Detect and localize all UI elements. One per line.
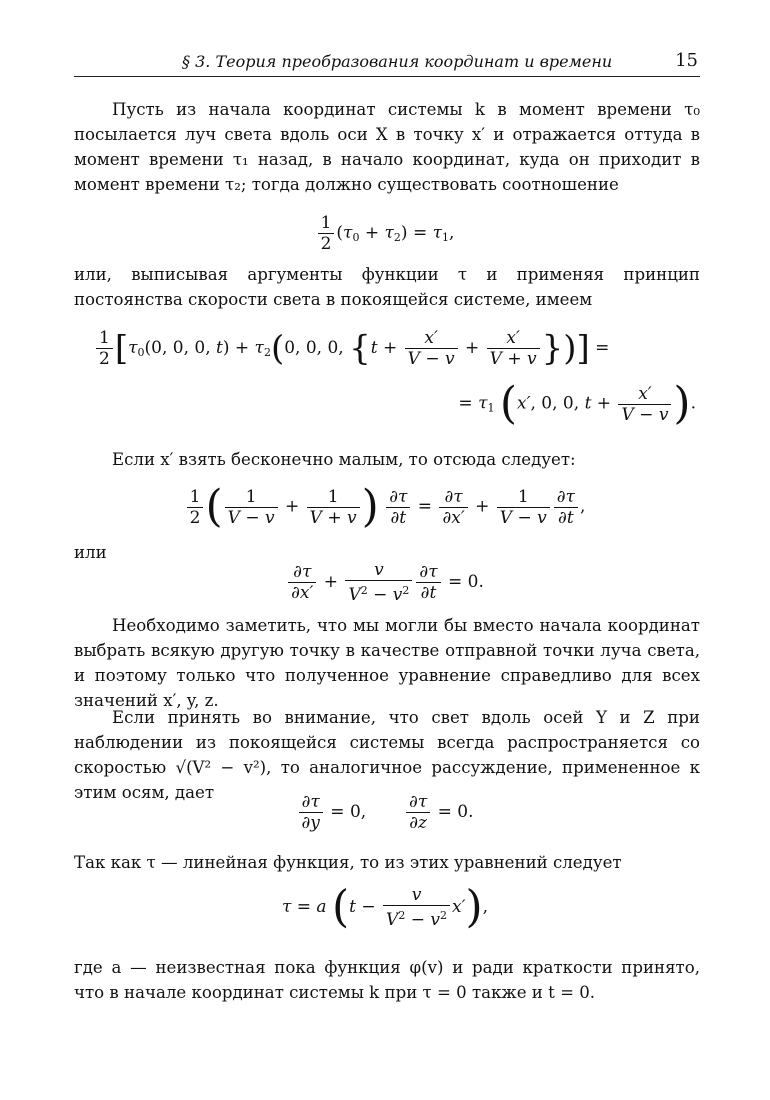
- paragraph-4: или: [74, 543, 107, 562]
- paragraph-3: Если x′ взять бесконечно малым, то отсюда следует:: [112, 450, 576, 469]
- paragraph-2: или, выписывая аргументы функции τ и применяя принцип постоянства скорости света в покоящейся системе, имеем: [74, 265, 700, 309]
- paragraph-1: Пусть из начала координат системы k в момент времени τ₀ посылается луч света вдоль оси X в точку x′ и отражается оттуда в момент времени τ₁ назад, в начало координат, куда он приходит в момент времени τ₂; тогда должно существовать соотношение: [74, 100, 700, 194]
- paragraph-6: Если принять во внимание, что свет вдоль осей Y и Z при наблюдении из покоящейся системы всегда распространяется со скоростью √(V² − v²), то аналогичное рассуждение, примененное к этим осям, дает: [74, 708, 700, 802]
- equation-5: $\frac{\partial\tau}{\partial y}$ = 0, $\frac{\partial\tau}{\partial z}$ = 0.: [0, 792, 770, 833]
- paragraph-8: где a — неизвестная пока функция φ(v) и ради краткости принято, что в начале координат системы k при τ = 0 также и t = 0.: [74, 958, 700, 1002]
- equation-4: $\frac{\partial\tau}{\partial x'}$ + $\frac{v}{V^2 - v^2}$ $\frac{\partial\tau}{\partial t}$ = 0.: [0, 560, 770, 605]
- equation-2-line-2: = $\tau_1$ (x′, 0, 0, t + $\frac{x'}{V - v}$ ).: [458, 378, 696, 429]
- fraction-one-half: $\frac{1}{2}$: [318, 213, 335, 254]
- paragraph-5: Необходимо заметить, что мы могли бы вместо начала координат выбрать всякую другую точку в качестве отправной точки луча света, и поэтому только что полученное уравнение справедливо для всех значений x′, y, z.: [74, 616, 700, 710]
- equation-1: $\frac{1}{2}$ $(\tau_0 + \tau_2) = \tau_1$,: [0, 213, 770, 254]
- page-number: 15: [675, 50, 698, 71]
- page-header: [74, 48, 700, 77]
- equation-3: $\frac{1}{2}$ ( $\frac{1}{V - v}$ + $\frac{1}{V + v}$ ) $\frac{\partial\tau}{\partial t}$ = $\frac{\partial\tau}{\partial x'}$ + $\frac{1}{V - v}$ $\frac{\partial\tau}{\partial t}$ ,: [0, 485, 770, 529]
- paragraph-7: Так как τ — линейная функция, то из этих уравнений следует: [74, 853, 622, 872]
- equation-6: τ = a (t − $\frac{v}{V^2 - v^2}$ x′),: [281, 881, 489, 933]
- equation-2-line-1: $\frac{1}{2}$ [$\tau_0(0$, 0, 0, $t) + \tau_2(0$, 0, 0, {t + $\frac{x'}{V - v}$ + $\frac{x'}{V + v}$ })] =: [94, 328, 609, 369]
- running-title: § 3. Теория преобразования координат и времени: [182, 52, 613, 71]
